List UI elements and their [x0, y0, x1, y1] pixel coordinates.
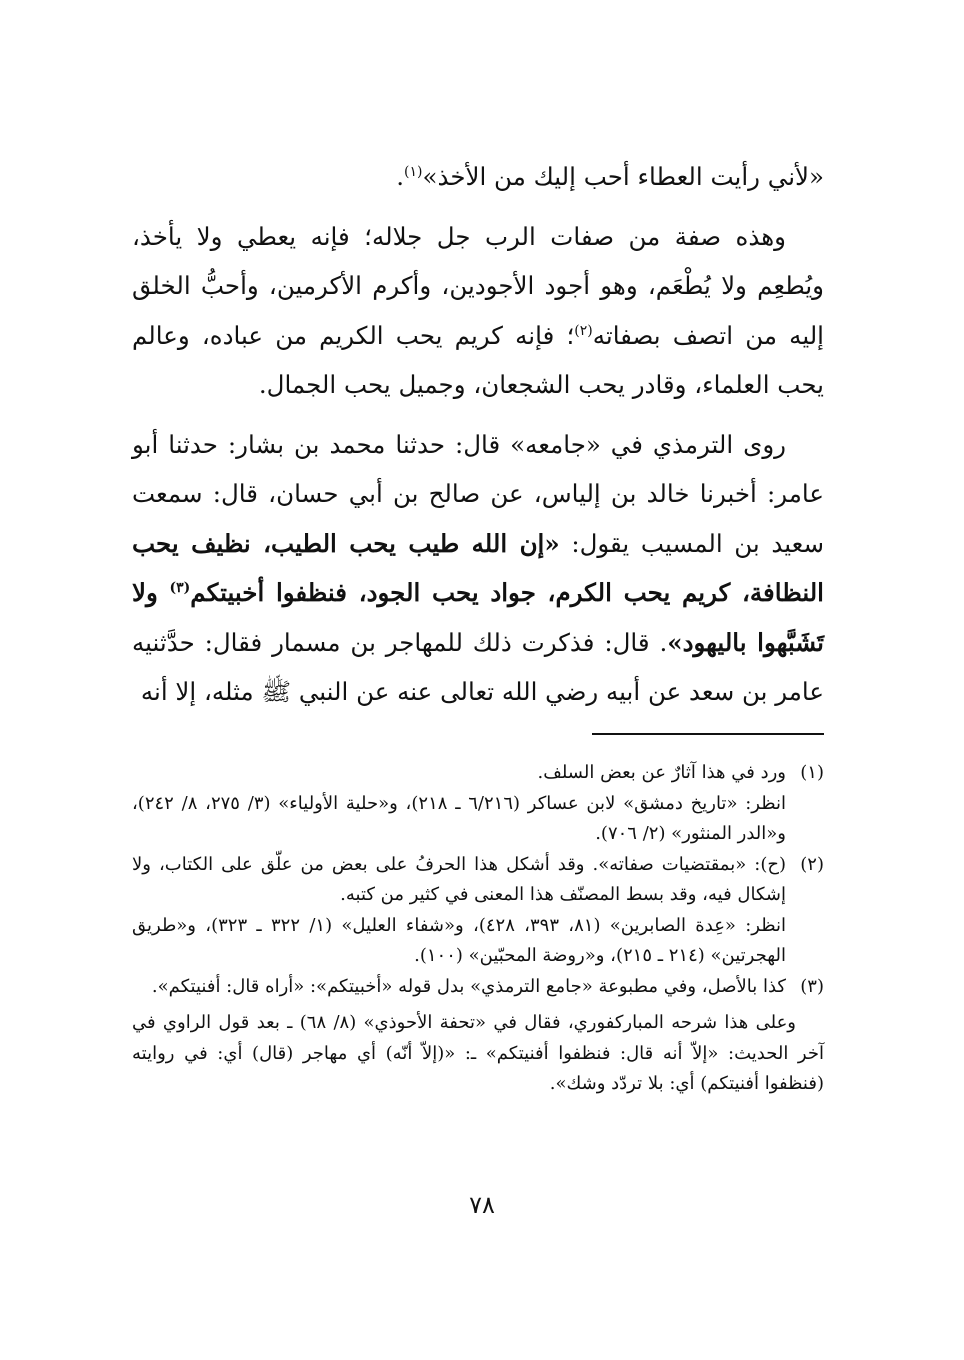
paragraph-end: .	[396, 162, 405, 191]
paragraph-3	[132, 420, 824, 717]
main-text	[132, 152, 824, 717]
page-number: ٧٨	[469, 1191, 495, 1219]
footnote-divider	[592, 733, 824, 735]
footnote-line: انظر: «تاريخ دمشق» لابن عساكر (٦/٢١٦ ـ ٢١٨)، و«حلية الأولياء» (٣/ ٢٧٥، ٨/ ٢٤٢)، و«الدر المنثور» (٢/ ٧٠٦).	[132, 792, 787, 844]
footnote-3	[132, 972, 824, 1003]
hadith-text-2: ولا تَشَبَّهوا باليهود»	[132, 578, 824, 657]
paragraph-2-text-b: ؛ فإنه كريم يحب الكريم من عباده، وعالم يحب العلماء، وقادر يحب الشجعان، وجميل يحب الجمال.	[132, 320, 824, 399]
footnote-line: كذا بالأصل، وفي مطبوعة «جامع الترمذي» بدل قوله «أخبيتكم»: «أراه قال: أفنيتكم».	[151, 975, 786, 997]
footnotes	[132, 758, 824, 1100]
footnote-number: (٢)	[800, 853, 824, 875]
paragraph-3-text-b: . قال: فذكرت ذلك للمهاجر بن مسمار فقال: حدَّثنيه عامر بن سعد عن أبيه رضي الله تعالى عنه عن النبي ﷺ مثله، إلا أنه	[132, 627, 824, 706]
footnote-3-continuation: وعلى هذا شرحه المباركفوري، فقال في «تحفة الأحوذي» (٨/ ٦٨) ـ بعد قول الراوي في آخر الحديث: «إلاّ أنه قال: فنظفوا أفنيتكم» ـ: «(إلاّ أنّه) أي مهاجر (قال) أي: في روايته (فنظفوا أفنيتكم) أي: بلا تردّد وشك».	[132, 1012, 824, 1094]
quote-text: «لأني رأيت العطاء أحب إليك من الأخذ»	[422, 162, 824, 191]
paragraph-2	[132, 212, 824, 410]
paragraph-1	[132, 152, 824, 202]
footnote-body	[132, 850, 786, 972]
footnote-body	[132, 972, 786, 1003]
footnote-number: (٣)	[800, 975, 824, 997]
paragraph-2-text-a: وهذه صفة من صفات الرب جل جلاله؛ فإنه يعطي ولا يأخذ، ويُطعِم ولا يُطْعَم، وهو أجود الأجودين، وأكرم الأكرمين، وأحبُّ الخلق إليه من اتصف بصفاته	[132, 221, 824, 350]
footnote-line: انظر: «عِدة الصابرين» (٨١، ٣٩٣، ٤٢٨)، و«شفاء العليل» (١/ ٣٢٢ ـ ٣٢٣)، و«طريق الهجرتين» (٢١٤ ـ ٢١٥)، و«روضة المحبّين» (١٠٠).	[132, 914, 787, 966]
footnote-body	[132, 758, 786, 850]
hadith-text-1: «إن الله طيب يحب الطيب، نظيف يحب النظافة، كريم يحب الكرم، جواد يحب الجود، فنظفوا أخبيتكم	[132, 528, 824, 607]
footnote-line: (ح): «بمقتضيات صفاته». وقد أشكل هذا الحرفُ على بعض من علّق على الكتاب، ولا إشكال فيه، وقد بسط المصنّف هذا المعنى في كثير من كتبه.	[132, 853, 786, 905]
footnote-number: (١)	[800, 762, 824, 783]
footnote-ref-2[interactable]: (٢)	[574, 322, 593, 339]
footnote-1	[132, 758, 824, 850]
footnote-ref-3[interactable]: (٣)	[169, 579, 191, 596]
footnote-2	[132, 850, 824, 972]
paragraph-3-text-a: روى الترمذي في «جامعه» قال: حدثنا محمد بن بشار: حدثنا أبو عامر: أخبرنا خالد بن إلياس، عن صالح بن أبي حسان، قال: سمعت سعيد بن المسيب يقول:	[132, 429, 825, 558]
footnote-line: ورد في هذا آثارٌ عن بعض السلف.	[537, 762, 786, 783]
footnote-ref-1[interactable]: (١)	[404, 163, 423, 180]
